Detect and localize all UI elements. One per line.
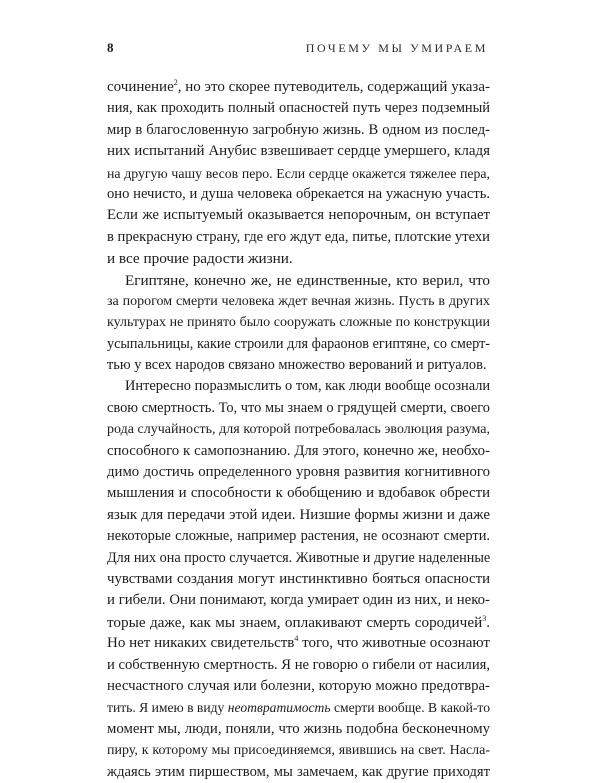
text-segment: димо достичь определенного уровня развития когнитивного xyxy=(107,464,490,481)
text-line xyxy=(107,98,490,119)
text-segment: язык для передачи этой идеи. Низшие формы жизни и даже xyxy=(107,506,490,523)
text-segment: рода случайность, для которой потребовалась эволюция разума, xyxy=(107,422,490,438)
text-segment: культурах не принято было сооружать сложные по конструкции xyxy=(107,315,490,331)
text-line xyxy=(107,184,490,205)
text-line xyxy=(107,419,490,440)
text-segment: Но нет никаких свидетельств xyxy=(107,635,295,652)
text-line xyxy=(107,483,490,504)
text-segment: и гибели. Они понимают, когда умирает один из них, и неко- xyxy=(107,592,490,609)
text-line xyxy=(107,762,490,783)
text-line xyxy=(107,441,490,462)
text-segment: способного к самопознанию. Для этого, конечно же, необхо- xyxy=(107,442,490,459)
text-line xyxy=(107,77,490,98)
text-line xyxy=(107,205,490,226)
text-segment: торые даже, как мы знаем, оплакивают смерть сородичей xyxy=(107,613,483,631)
text-segment: того, что животные осознают xyxy=(298,635,490,652)
text-line xyxy=(107,312,490,333)
text-segment: смерти вообще. В какой-то xyxy=(330,700,490,716)
text-segment: сочинение xyxy=(107,79,174,95)
text-segment: . xyxy=(486,613,490,631)
text-segment: Египтяне, конечно же, не единственные, кто верил, что xyxy=(125,271,490,289)
footnote-marker: 4 xyxy=(294,634,299,644)
text-line xyxy=(107,398,490,419)
text-segment: Для них она просто случается. Животные и другие наделенные xyxy=(107,549,491,566)
text-segment: них испытаний Анубис взвешивает сердце умершего, кладя xyxy=(107,143,491,160)
text-segment: некоторые сложные, например растения, не осознают смерти. xyxy=(107,528,490,545)
text-line xyxy=(107,612,490,633)
text-segment: Интересно поразмыслить о том, как люди вообще осознали xyxy=(125,378,491,395)
running-head xyxy=(107,40,488,60)
text-segment: в прекрасную страну, где его ждут еда, питье, плотские утехи xyxy=(107,228,490,245)
text-line xyxy=(107,141,490,162)
text-segment: тью у всех народов связано множество верований и ритуалов. xyxy=(107,357,487,374)
text-line xyxy=(107,505,490,526)
text-segment: усыпальницы, какие строили для фараонов египтяне, со смерт- xyxy=(107,335,490,352)
text-segment: пиру, к которому мы присоединяемся, явившись на свет. Насла- xyxy=(107,743,490,759)
text-line xyxy=(107,462,490,483)
text-segment: ждаясь этим пиршеством, мы замечаем, как другие приходят xyxy=(107,763,490,780)
text-segment: и собственную смертность. Я не говорю о гибели от насилия, xyxy=(107,656,490,673)
text-line xyxy=(107,291,490,312)
text-line xyxy=(107,548,490,569)
text-line xyxy=(107,270,490,291)
page-number: 8 xyxy=(107,40,114,55)
text-line xyxy=(107,334,490,355)
text-line xyxy=(107,227,490,248)
emphasis-text: неотвратимость xyxy=(227,700,331,716)
text-line xyxy=(107,163,490,184)
text-segment: несчастного случая или болезни, которую можно предотвра- xyxy=(107,677,490,694)
text-segment: свою смертность. То, что мы знаем о грядущей смерти, своего xyxy=(107,399,490,416)
text-line xyxy=(107,376,490,397)
text-segment: и все прочие радости жизни. xyxy=(107,250,293,268)
text-line xyxy=(107,590,490,611)
text-segment: ния, как проходить полный опасностей путь через подземный xyxy=(107,100,490,117)
text-segment: мышления и способности к обобщению и вдобавок обрести xyxy=(107,485,490,502)
footnote-marker: 3 xyxy=(482,613,487,623)
text-line xyxy=(107,248,490,269)
text-line xyxy=(107,655,490,676)
text-line xyxy=(107,569,490,590)
text-segment: тить. Я имею в виду xyxy=(107,700,228,716)
text-line xyxy=(107,526,490,547)
text-line xyxy=(107,633,490,654)
text-segment: мир в благословенную загробную жизнь. В одном из послед- xyxy=(107,121,490,138)
text-line xyxy=(107,719,490,740)
text-line xyxy=(107,697,490,718)
text-line xyxy=(107,355,490,376)
text-segment: за порогом смерти человека ждет вечная жизнь. Пусть в других xyxy=(107,293,490,309)
text-segment: момент мы, люди, поняли, что жизнь подобна бесконечному xyxy=(107,720,490,737)
text-segment: Если же испытуемый оказывается непорочным, он вступает xyxy=(107,207,490,224)
text-line xyxy=(107,676,490,697)
text-segment: чувствами создания могут инстинктивно бояться опасности xyxy=(107,570,490,587)
text-segment: , но это скорее путеводитель, содержащий указа- xyxy=(177,79,490,95)
text-line xyxy=(107,120,490,141)
body-text xyxy=(107,77,490,783)
text-line xyxy=(107,740,490,761)
text-segment: оно нечисто, и душа человека обрекается на ужасную участь. xyxy=(107,185,490,202)
footnote-marker: 2 xyxy=(173,78,178,87)
text-segment: на другую чашу весов перо. Если сердце окажется тяжелее пера, xyxy=(107,165,490,181)
running-title: ПОЧЕМУ МЫ УМИРАЕМ xyxy=(305,41,488,55)
